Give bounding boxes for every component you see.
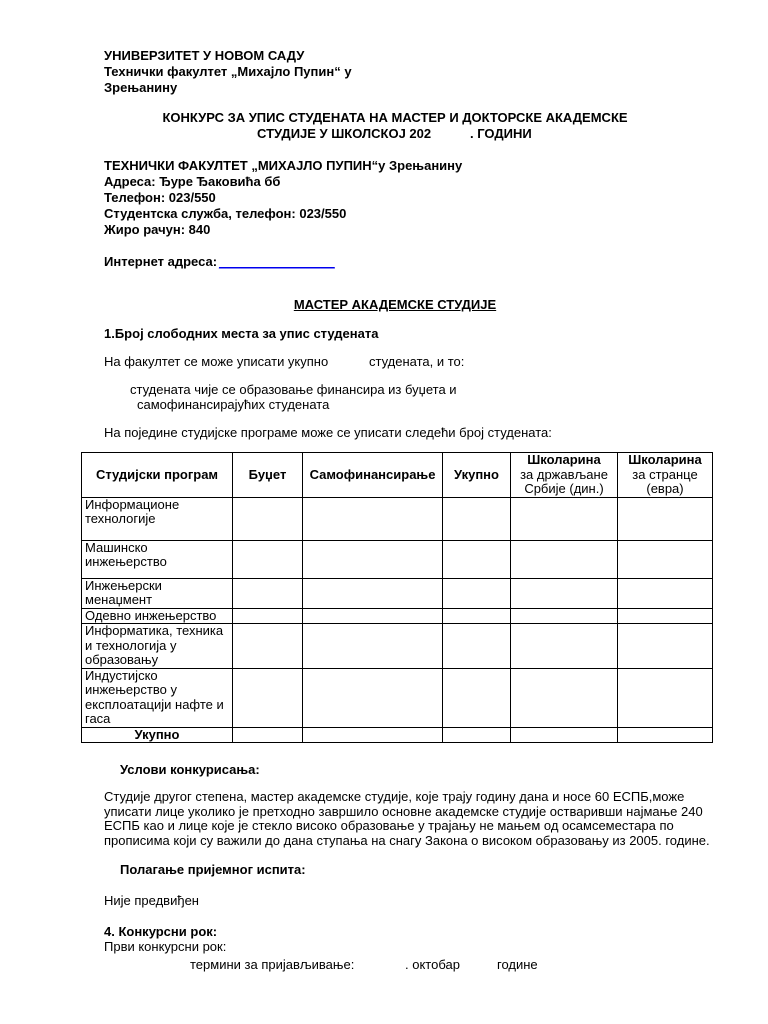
tuition-foreign-cell xyxy=(618,497,713,540)
budget-cell xyxy=(233,497,303,540)
total-cell xyxy=(443,624,511,669)
entrance-exam-text: Није предвиђен xyxy=(104,893,199,908)
program-name: Индустијско инжењерство у експлоатацији нафте и гаса xyxy=(82,668,233,727)
tuition-local-cell xyxy=(511,668,618,727)
total-students-text-a: На факултет се може уписати укупно xyxy=(104,354,329,369)
tuition-foreign-cell xyxy=(618,668,713,727)
tuition-foreign-cell xyxy=(618,540,713,578)
self-cell xyxy=(303,540,443,578)
total-cell xyxy=(443,540,511,578)
table-total-row xyxy=(82,727,713,743)
total-cell xyxy=(443,608,511,624)
competition-title-line2-b: . ГОДИНИ xyxy=(470,126,532,141)
table-row xyxy=(82,497,713,540)
table-row xyxy=(82,668,713,727)
program-name: Инжењерски менаџмент xyxy=(82,578,233,608)
self-cell xyxy=(303,608,443,624)
first-deadline-label: Први конкурсни рок: xyxy=(104,939,227,954)
self-cell xyxy=(303,497,443,540)
faculty-address: Адреса: Ђуре Ђаковића бб xyxy=(104,174,281,189)
tuition-foreign-sub1: за странце xyxy=(632,466,698,482)
entrance-exam-heading: Полагање пријемног испита: xyxy=(120,862,306,877)
header-tuition-local xyxy=(511,453,618,498)
faculty-city-line: Зрењанину xyxy=(104,80,178,95)
budget-cell xyxy=(233,668,303,727)
total-cell xyxy=(443,668,511,727)
table-row xyxy=(82,540,713,578)
tuition-local-title: Школарина xyxy=(527,452,601,467)
budget-cell xyxy=(233,578,303,608)
student-office-phone: Студентска служба, телефон: 023/550 xyxy=(104,206,347,221)
tuition-foreign-cell xyxy=(618,578,713,608)
budget-cell xyxy=(233,540,303,578)
master-studies-heading: МАСТЕР АКАДЕМСКЕ СТУДИЈЕ xyxy=(293,297,497,312)
header-total: Укупно xyxy=(443,453,511,498)
tuition-local-cell xyxy=(511,624,618,669)
free-places-title: 1.Број слободних места за упис студената xyxy=(104,326,379,341)
total-students-text-b: студената, и то: xyxy=(369,354,465,369)
tuition-local-sub1: за држављане xyxy=(520,466,608,482)
tuition-local-total-cell xyxy=(511,727,618,743)
program-name: Информационе технологије xyxy=(82,497,233,540)
tuition-local-cell xyxy=(511,608,618,624)
header-program: Студијски програм xyxy=(82,453,233,498)
table-header-row xyxy=(82,453,713,498)
application-year: године xyxy=(497,957,538,972)
header-self-financing: Самофинансирање xyxy=(303,453,443,498)
tuition-foreign-cell xyxy=(618,624,713,669)
budget-students-line: студената чије се образовање финансира из буџета и xyxy=(130,382,457,397)
table-row xyxy=(82,624,713,669)
total-cell xyxy=(443,497,511,540)
self-financed-students-line: самофинансирајућих студената xyxy=(137,397,330,412)
tuition-local-sub2: Србије (дин.) xyxy=(524,481,604,496)
grand-total-cell xyxy=(443,727,511,743)
header-budget: Буџет xyxy=(233,453,303,498)
tuition-local-cell xyxy=(511,540,618,578)
program-name: Одевно инжењерство xyxy=(82,608,233,624)
tuition-foreign-title: Школарина xyxy=(628,452,702,467)
budget-cell xyxy=(233,624,303,669)
web-address-label: Интернет адреса: xyxy=(104,254,218,269)
total-cell xyxy=(443,578,511,608)
self-cell xyxy=(303,668,443,727)
self-total-cell xyxy=(303,727,443,743)
faculty-name-line: Технички факултет „Михајло Пупин“ у xyxy=(104,64,352,79)
budget-cell xyxy=(233,608,303,624)
self-cell xyxy=(303,578,443,608)
tuition-foreign-total-cell xyxy=(618,727,713,743)
bank-account: Жиро рачун: 840 xyxy=(104,222,211,237)
tuition-local-cell xyxy=(511,578,618,608)
table-row xyxy=(82,578,713,608)
self-cell xyxy=(303,624,443,669)
web-address-link[interactable]: ________________ xyxy=(219,254,335,269)
faculty-phone: Телефон: 023/550 xyxy=(104,190,216,205)
competition-title-line2-a: СТУДИЈЕ У ШКОЛСКОЈ 202 xyxy=(257,126,432,141)
program-name: Машинско инжењерство xyxy=(82,540,233,578)
university-name: УНИВЕРЗИТЕТ У НОВОМ САДУ xyxy=(104,48,305,63)
tuition-local-cell xyxy=(511,497,618,540)
programs-table xyxy=(81,452,713,743)
application-terms-label: термини за пријављивање: xyxy=(190,957,355,972)
programs-intro: На поједине студијске програме може се уписати следећи број студената: xyxy=(104,425,552,440)
conditions-heading: Услови конкурисања: xyxy=(120,762,260,777)
deadlines-heading: 4. Конкурсни рок: xyxy=(104,924,218,939)
application-month: . октобар xyxy=(405,957,460,972)
faculty-full-name: ТЕХНИЧКИ ФАКУЛТЕТ „МИХАЈЛО ПУПИН“у Зрењанину xyxy=(104,158,463,173)
budget-total-cell xyxy=(233,727,303,743)
table-row xyxy=(82,608,713,624)
tuition-foreign-cell xyxy=(618,608,713,624)
tuition-foreign-sub2: (евра) xyxy=(646,481,684,496)
competition-title-line1: КОНКУРС ЗА УПИС СТУДЕНАТА НА МАСТЕР И ДОКТОРСКЕ АКАДЕМСКЕ xyxy=(162,110,628,125)
program-name: Информатика, техника и технологија у образовању xyxy=(82,624,233,669)
conditions-text: Студије другог степена, мастер академске студије, које трају годину дана и носе 60 ЕСПБ,може уписати лице уколико је претходно завршило основне академске студије остваривши најмање 240 ЕСПБ као и лице које је стекло високо образовање у трајању не мањем од осамсеместара по прописима који су важили до дана ступања на снагу Закона о високом образовању из 2005. године. xyxy=(104,789,710,848)
header-tuition-foreign xyxy=(618,453,713,498)
total-label: Укупно xyxy=(82,727,233,743)
